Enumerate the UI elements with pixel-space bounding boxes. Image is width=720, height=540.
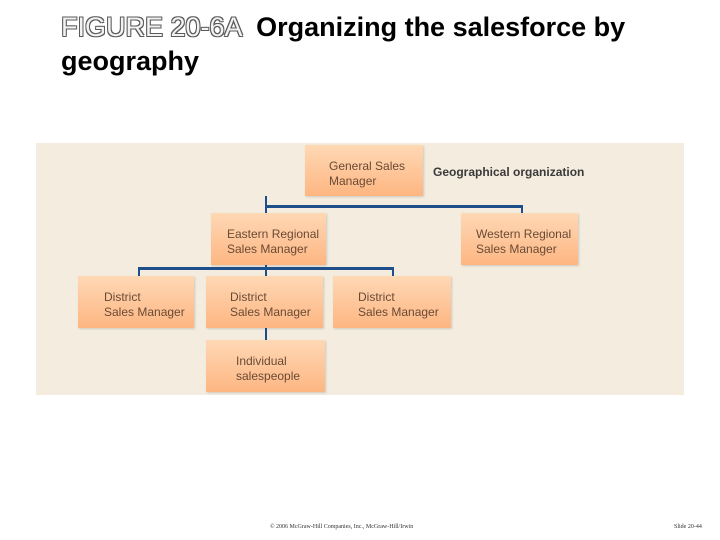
- connector-to-western: [521, 205, 523, 213]
- connector-district2-down: [265, 328, 267, 340]
- connector-to-district3: [392, 267, 394, 276]
- individual-salespeople-box: [206, 340, 325, 392]
- general-sales-manager-line1: General Sales: [329, 159, 406, 173]
- org-type-label: Geographical organization: [433, 165, 585, 179]
- general-sales-manager-box: [305, 145, 423, 196]
- copyright-footer: © 2006 McGraw-Hill Companies, Inc., McGraw-Hill/Irwin: [270, 524, 414, 530]
- eastern-regional-line2: Sales Manager: [227, 242, 308, 256]
- district1-line1: District: [104, 290, 141, 304]
- district1-line2: Sales Manager: [104, 305, 185, 319]
- western-regional-line1: Western Regional: [476, 227, 572, 241]
- district3-line1: District: [358, 290, 395, 304]
- figure-title-line1: Organizing the salesforce by: [256, 12, 626, 42]
- individual-line1: Individual: [236, 354, 287, 368]
- slide-title: [61, 10, 701, 78]
- figure-label: FIGURE 20-6A: [61, 12, 243, 42]
- general-sales-manager-line2: Manager: [329, 174, 377, 188]
- individual-line2: salespeople: [236, 369, 301, 383]
- figure-title-line2: geography: [61, 46, 200, 76]
- district2-line1: District: [230, 290, 267, 304]
- connector-regional-bar: [265, 205, 523, 208]
- slide-number: Slide 20-44: [674, 524, 702, 530]
- western-regional-manager-box: [461, 213, 578, 265]
- district-sales-manager-box-1: [78, 276, 194, 328]
- eastern-regional-manager-box: [211, 213, 326, 265]
- eastern-regional-line1: Eastern Regional: [227, 227, 320, 241]
- connector-to-eastern: [265, 205, 267, 213]
- connector-to-district2: [265, 267, 267, 276]
- district2-line2: Sales Manager: [230, 305, 311, 319]
- district3-line2: Sales Manager: [358, 305, 439, 319]
- district-sales-manager-box-3: [333, 276, 451, 328]
- connector-to-district1: [138, 267, 140, 276]
- western-regional-line2: Sales Manager: [476, 242, 557, 256]
- district-sales-manager-box-2: [206, 276, 323, 328]
